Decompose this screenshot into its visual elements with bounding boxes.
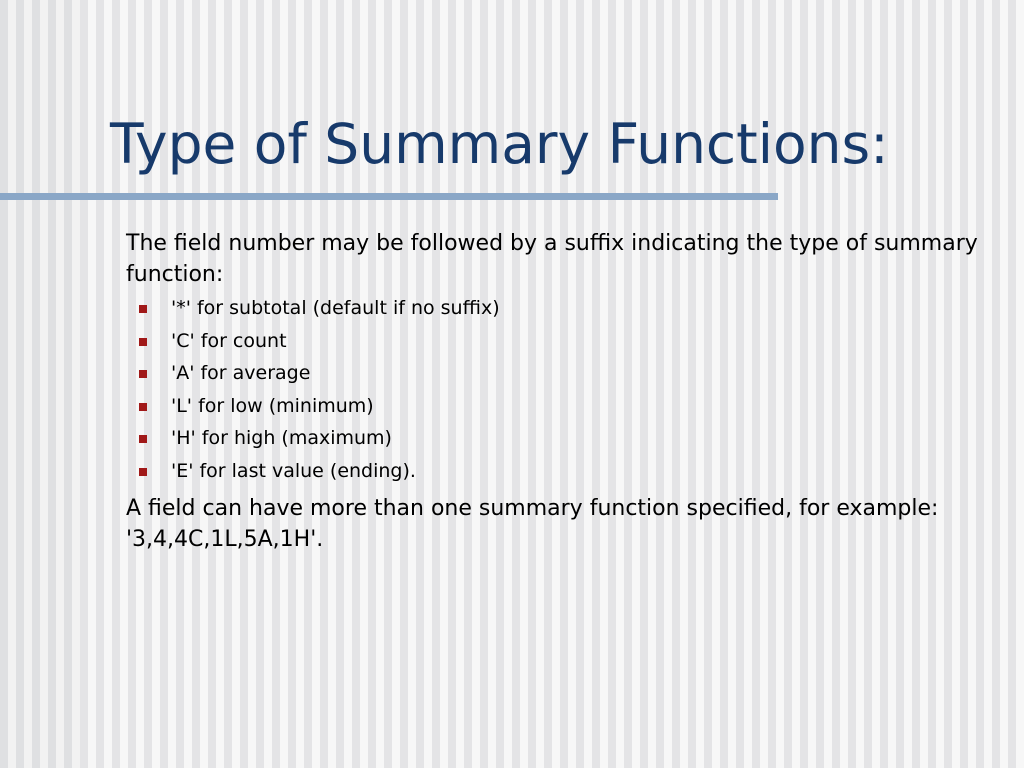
list-item [126, 357, 986, 390]
list-item [126, 422, 986, 455]
list-item-text: 'C' for count [171, 329, 287, 352]
square-bullet-icon [139, 370, 147, 378]
list-item [126, 390, 986, 423]
square-bullet-icon [139, 338, 147, 346]
closing-paragraph: A field can have more than one summary function specified, for example: '3,4,4C,1L,5A,1H'. [126, 496, 939, 552]
slide-body [126, 228, 986, 555]
list-item-text: '*' for subtotal (default if no suffix) [171, 297, 500, 319]
list-item [126, 455, 986, 488]
list-item-text: 'E' for last value (ending). [171, 459, 416, 482]
square-bullet-icon [139, 468, 147, 476]
slide-title: Type of Summary Functions: [110, 112, 889, 176]
suffix-list [126, 292, 986, 487]
list-item-text: 'A' for average [171, 362, 311, 384]
background-stripes [0, 0, 80, 768]
list-item [126, 292, 986, 325]
square-bullet-icon [139, 305, 147, 313]
list-item [126, 325, 986, 358]
title-underline [0, 193, 778, 200]
square-bullet-icon [139, 403, 147, 411]
square-bullet-icon [139, 435, 147, 443]
intro-paragraph: The field number may be followed by a suffix indicating the type of summary function: [126, 231, 978, 287]
list-item-text: 'H' for high (maximum) [171, 427, 392, 449]
list-item-text: 'L' for low (minimum) [171, 394, 374, 417]
